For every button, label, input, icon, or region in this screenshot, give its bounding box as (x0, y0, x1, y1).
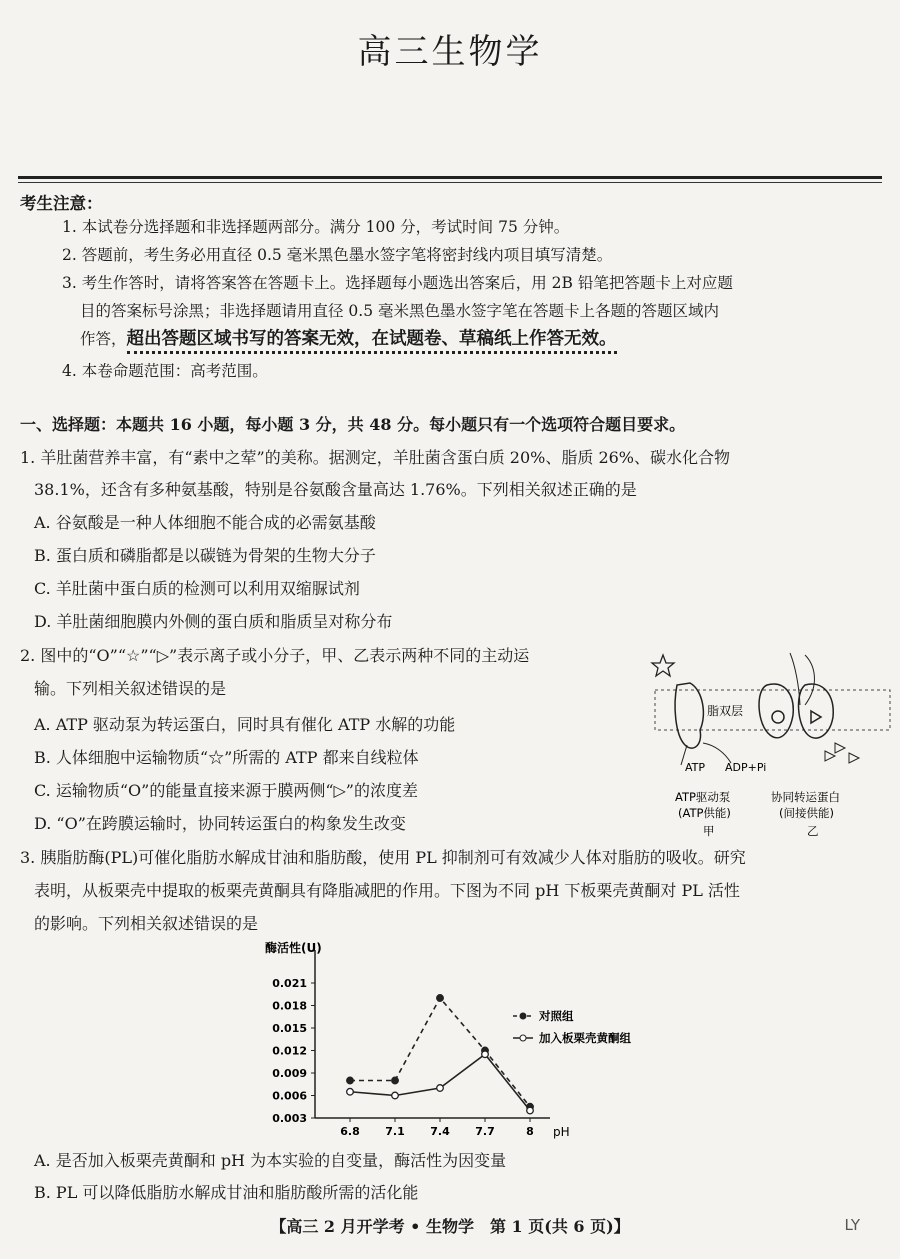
y-tick-label: 0.012 (272, 1044, 307, 1058)
footer-tag: LY (844, 1216, 860, 1234)
triangle-molecule-icon (849, 753, 859, 763)
star-molecule-icon (652, 655, 674, 676)
option-b: B. 人体细胞中运输物质“☆”所需的 ATP 都来自线粒体 (34, 748, 419, 767)
cotransporter-label: 协同转运蛋白 (771, 790, 840, 804)
legend-marker (520, 1013, 526, 1019)
x-tick-label: 7.7 (475, 1125, 495, 1138)
x-axis-label: pH (553, 1125, 570, 1139)
question-stem: 输。下列相关叙述错误的是 (34, 679, 227, 698)
data-point (392, 1077, 399, 1084)
option-d: D. “O”在跨膜运输时，协同转运蛋白的构象发生改变 (34, 814, 406, 833)
membrane-bilayer (655, 690, 890, 730)
pump-sublabel: (ATP供能) (678, 806, 731, 820)
notice-text: 作答， (80, 330, 127, 348)
header-rule (18, 176, 882, 179)
data-point (437, 995, 444, 1002)
y-tick-label: 0.021 (272, 977, 307, 990)
option-a: A. ATP 驱动泵为转运蛋白，同时具有催化 ATP 水解的功能 (34, 715, 456, 734)
triangle-molecule-icon (825, 751, 835, 761)
adp-label: ADP+Pi (725, 761, 767, 774)
option-b: B. PL 可以降低脂肪水解成甘油和脂肪酸所需的活化能 (34, 1183, 419, 1202)
cotransporter-sublabel: (间接供能) (779, 806, 834, 820)
question-stem: 表明，从板栗壳中提取的板栗壳黄酮具有降脂减肥的作用。下图为不同 pH 下板栗壳黄酮对 PL 活性 (34, 881, 740, 900)
notice-heading: 考生注意： (20, 194, 103, 213)
arrow-icon (805, 655, 814, 705)
triangle-molecule-icon (811, 711, 821, 723)
x-tick-label: 6.8 (340, 1125, 360, 1138)
series-line (350, 1054, 530, 1110)
triangle-molecule-icon (835, 743, 845, 753)
y-tick-label: 0.015 (272, 1022, 307, 1035)
notice-emphasis: 超出答题区域书写的答案无效，在试题卷、草稿纸上作答无效。 (127, 329, 617, 354)
enzyme-activity-chart (255, 938, 675, 1143)
option-c: C. 运输物质“O”的能量直接来源于膜两侧“▷”的浓度差 (34, 781, 418, 800)
data-point (437, 1085, 444, 1092)
question-stem: 3. 胰脂肪酶(PL)可催化脂肪水解成甘油和脂肪酸，使用 PL 抑制剂可有效减少人体对脂肪的吸收。研究 (20, 848, 746, 867)
data-point (527, 1107, 534, 1114)
legend-label: 加入板栗壳黄酮组 (539, 1031, 631, 1045)
pump-label: ATP驱动泵 (675, 790, 731, 804)
atp-pump-protein (675, 683, 703, 748)
option-c: C. 羊肚菌中蛋白质的检测可以利用双缩脲试剂 (34, 579, 360, 598)
option-a: A. 是否加入板栗壳黄酮和 pH 为本实验的自变量，酶活性为因变量 (34, 1151, 507, 1170)
y-tick-label: 0.018 (272, 999, 307, 1013)
notice-item: 1. 本试卷分选择题和非选择题两部分。满分 100 分，考试时间 75 分钟。 (62, 218, 570, 236)
question-stem: 2. 图中的“O”“☆”“▷”表示离子或小分子，甲、乙表示两种不同的主动运 (20, 646, 530, 665)
data-point (347, 1088, 354, 1095)
y-tick-label: 0.009 (272, 1067, 307, 1080)
option-b: B. 蛋白质和磷脂都是以碳链为骨架的生物大分子 (34, 546, 376, 565)
circle-molecule-icon (772, 711, 784, 723)
legend-marker (520, 1035, 526, 1041)
legend-label: 对照组 (539, 1009, 574, 1023)
page-footer: 【高三 2 月开学考 • 生物学 第 1 页(共 6 页)】 (270, 1217, 630, 1236)
cotransporter-tag: 乙 (807, 824, 819, 838)
data-point (482, 1051, 489, 1058)
notice-item (80, 328, 617, 350)
y-axis-label: 酶活性(U) (265, 941, 322, 955)
notice-item: 4. 本卷命题范围：高考范围。 (62, 362, 268, 380)
arrow-icon (703, 743, 731, 763)
data-point (392, 1092, 399, 1099)
x-tick-label: 7.4 (430, 1125, 450, 1138)
x-tick-label: 7.1 (385, 1125, 405, 1138)
y-tick-label: 0.003 (272, 1112, 307, 1125)
data-point (347, 1077, 354, 1084)
question-stem: 38.1%，还含有多种氨基酸，特别是谷氨酸含量高达 1.76%。下列相关叙述正确的是 (34, 480, 637, 499)
question-stem: 的影响。下列相关叙述错误的是 (34, 914, 259, 933)
section-heading: 一、选择题：本题共 16 小题，每小题 3 分，共 48 分。每小题只有一个选项符合题目要求。 (20, 415, 686, 434)
notice-item: 3. 考生作答时，请将答案答在答题卡上。选择题每小题选出答案后，用 2B 铅笔把答题卡上对应题 (62, 274, 733, 292)
atp-label: ATP (685, 761, 706, 774)
membrane-label: 脂双层 (707, 704, 744, 718)
pump-tag: 甲 (703, 824, 715, 838)
y-tick-label: 0.006 (272, 1089, 307, 1103)
option-a: A. 谷氨酸是一种人体细胞不能合成的必需氨基酸 (34, 513, 376, 532)
page-title: 高三生物学 (357, 32, 543, 72)
x-tick-label: 8 (526, 1125, 534, 1138)
header-rule-thin (18, 182, 882, 183)
notice-item: 目的答案标号涂黑；非选择题请用直径 0.5 毫米黑色墨水签字笔在答题卡上各题的答题区域内 (80, 302, 720, 320)
transport-diagram (645, 645, 895, 845)
option-d: D. 羊肚菌细胞膜内外侧的蛋白质和脂质呈对称分布 (34, 612, 393, 631)
notice-item: 2. 答题前，考生务必用直径 0.5 毫米黑色墨水签字笔将密封线内项目填写清楚。 (62, 246, 613, 264)
question-stem: 1. 羊肚菌营养丰富，有“素中之荤”的美称。据测定，羊肚菌含蛋白质 20%、脂质 26%、碳水化合物 (20, 448, 731, 467)
